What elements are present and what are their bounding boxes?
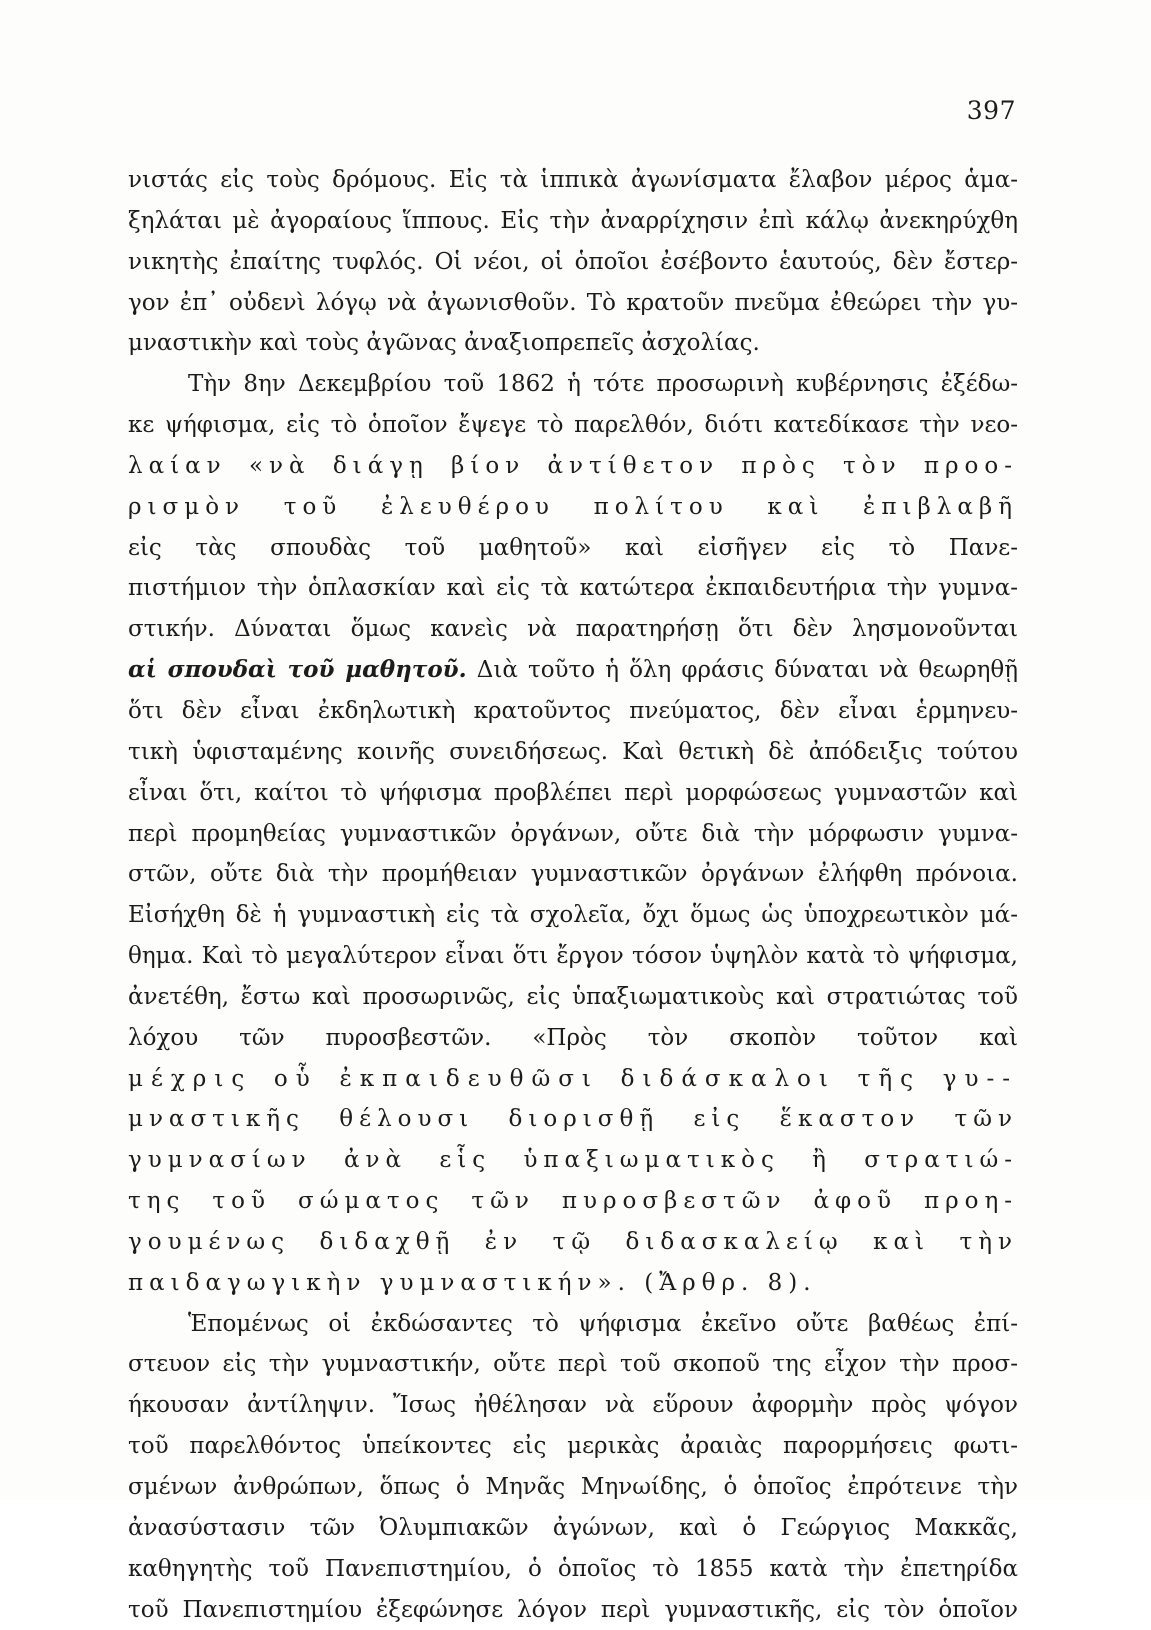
text-line: σμένων ἀνθρώπων, ὅπως ὁ Μηνᾶς Μηνωίδης, ὁ ὁποῖος ἐπρότεινε τὴν	[128, 1474, 1018, 1500]
text-line: ὅτι δὲν εἶναι ἐκδηλωτικὴ κρατοῦντος πνεύματος, δὲν εἶναι ἑρμηνευ-	[128, 697, 1018, 724]
text-line: εἶναι ὅτι, καίτοι τὸ ψήφισμα προβλέπει περὶ μορφώσεως γυμναστῶν καὶ	[128, 779, 1018, 806]
text-line: νικητὴς ἐπαίτης τυφλός. Οἱ νέοι, οἱ ὁποῖοι ἐσέβοντο ἑαυτούς, δὲν ἔστερ-	[128, 248, 1018, 275]
body-text	[128, 160, 1018, 1630]
text-line: νιστάς εἰς τοὺς δρόμους. Εἰς τὰ ἱππικὰ ἀγωνίσματα ἔλαβον μέρος ἁμα-	[128, 167, 1018, 193]
text-line: περὶ προμηθείας γυμναστικῶν ὀργάνων, οὔτε διὰ τὴν μόρφωσιν γυμνα-	[128, 820, 1018, 847]
text-line: λαίαν «νὰ διάγῃ βίον ἀντίθετον πρὸς τὸν προο-	[128, 452, 1018, 479]
text-line: μναστικῆς θέλουσι διορισθῇ εἰς ἕκαστον τῶν	[128, 1106, 1018, 1133]
text-line: ἀνετέθη, ἔστω καὶ προσωρινῶς, εἰς ὑπαξιωματικοὺς καὶ στρατιώτας τοῦ	[128, 983, 1018, 1010]
text-line: τοῦ Πανεπιστημίου ἐξεφώνησε λόγον περὶ γυμναστικῆς, εἰς τὸν ὁποῖον	[128, 1596, 1018, 1623]
text-line: τοῦ παρελθόντος ὑπείκοντες εἰς μερικὰς ἀραιὰς παρορμήσεις φωτι-	[128, 1433, 1018, 1460]
text-fragment: Διὰ τοῦτο ἡ ὅλη φράσις δύναται νὰ θεωρηθῇ	[466, 657, 1018, 684]
text-line: μέχρις οὗ ἐκπαιδευθῶσι διδάσκαλοι τῆς γυ--	[128, 1065, 1018, 1092]
text-line: καθηγητὴς τοῦ Πανεπιστημίου, ὁ ὁποῖος τὸ 1855 κατὰ τὴν ἐπετηρίδα	[128, 1555, 1018, 1582]
text-line: πιστήμιον τὴν ὁπλασκίαν καὶ εἰς τὰ κατώτερα ἐκπαιδευτήρια τὴν γυμνα-	[128, 575, 1018, 602]
text-line: γυμνασίων ἀνὰ εἷς ὑπαξιωματικὸς ἢ στρατιώ-	[128, 1147, 1018, 1174]
text-line: στῶν, οὔτε διὰ τὴν προμήθειαν γυμναστικῶν ὀργάνων ἐλήφθη πρόνοια.	[128, 861, 1018, 888]
text-line: εἰς τὰς σπουδὰς τοῦ μαθητοῦ» καὶ εἰσῆγεν εἰς τὸ Πανε-	[128, 534, 1018, 561]
text-line: ρισμὸν τοῦ ἐλευθέρου πολίτου καὶ ἐπιβλαβῆ	[128, 493, 1018, 520]
page-number: 397	[966, 96, 1016, 125]
text-line: Ἑπομένως οἱ ἐκδώσαντες τὸ ψήφισμα ἐκεῖνο οὔτε βαθέως ἐπί-	[188, 1310, 1018, 1337]
emphasized-phrase: αἱ σπουδαὶ τοῦ μαθητοῦ.	[128, 656, 467, 684]
text-line: γουμένως διδαχθῇ ἐν τῷ διδασκαλείῳ καὶ τὴν	[128, 1228, 1018, 1255]
text-line: ἀνασύστασιν τῶν Ὀλυμπιακῶν ἀγώνων, καὶ ὁ Γεώργιος Μακκᾶς,	[128, 1514, 1018, 1541]
text-line: Εἰσήχθη δὲ ἡ γυμναστικὴ εἰς τὰ σχολεῖα, ὄχι ὅμως ὡς ὑποχρεωτικὸν μά-	[128, 902, 1018, 929]
text-line: μναστικὴν καὶ τοὺς ἀγῶνας ἀναξιοπρεπεῖς ἀσχολίας.	[128, 330, 760, 357]
text-line	[128, 650, 1018, 691]
text-line: στικήν. Δύναται ὅμως κανεὶς νὰ παρατηρήσῃ ὅτι δὲν λησμονοῦνται	[128, 616, 1018, 643]
text-line: γον ἐπ᾽ οὐδενὶ λόγῳ νὰ ἀγωνισθοῦν. Τὸ κρατοῦν πνεῦμα ἐθεώρει τὴν γυ-	[128, 289, 1018, 316]
text-line: ξηλάται μὲ ἀγοραίους ἵππους. Εἰς τὴν ἀναρρίχησιν ἐπὶ κάλῳ ἀνεκηρύχθη	[128, 207, 1018, 234]
text-line: παιδαγωγικὴν γυμναστικήν». (Ἄρθρ. 8).	[128, 1269, 817, 1296]
text-line: θημα. Καὶ τὸ μεγαλύτερον εἶναι ὅτι ἔργον τόσον ὑψηλὸν κατὰ τὸ ψήφισμα,	[128, 943, 1018, 970]
text-line: Τὴν 8ην Δεκεμβρίου τοῦ 1862 ἡ τότε προσωρινὴ κυβέρνησις ἐξέδω-	[188, 371, 1018, 398]
text-line: στευον εἰς τὴν γυμναστικήν, οὔτε περὶ τοῦ σκοποῦ της εἶχον τὴν προσ-	[128, 1351, 1018, 1378]
text-line: τικὴ ὑφισταμένης κοινῆς συνειδήσεως. Καὶ θετικὴ δὲ ἀπόδειξις τούτου	[128, 738, 1018, 765]
text-line: ήκουσαν ἀντίληψιν. Ἴσως ἠθέλησαν νὰ εὕρουν ἀφορμὴν πρὸς ψόγον	[128, 1392, 1018, 1419]
text-line: της τοῦ σώματος τῶν πυροσβεστῶν ἀφοῦ προη-	[128, 1188, 1018, 1215]
text-line: λόχου τῶν πυροσβεστῶν. «Πρὸς τὸν σκοπὸν τοῦτον καὶ	[128, 1024, 1018, 1051]
text-line: κε ψήφισμα, εἰς τὸ ὁποῖον ἔψεγε τὸ παρελθόν, διότι κατεδίκασε τὴν νεο-	[128, 412, 1018, 439]
